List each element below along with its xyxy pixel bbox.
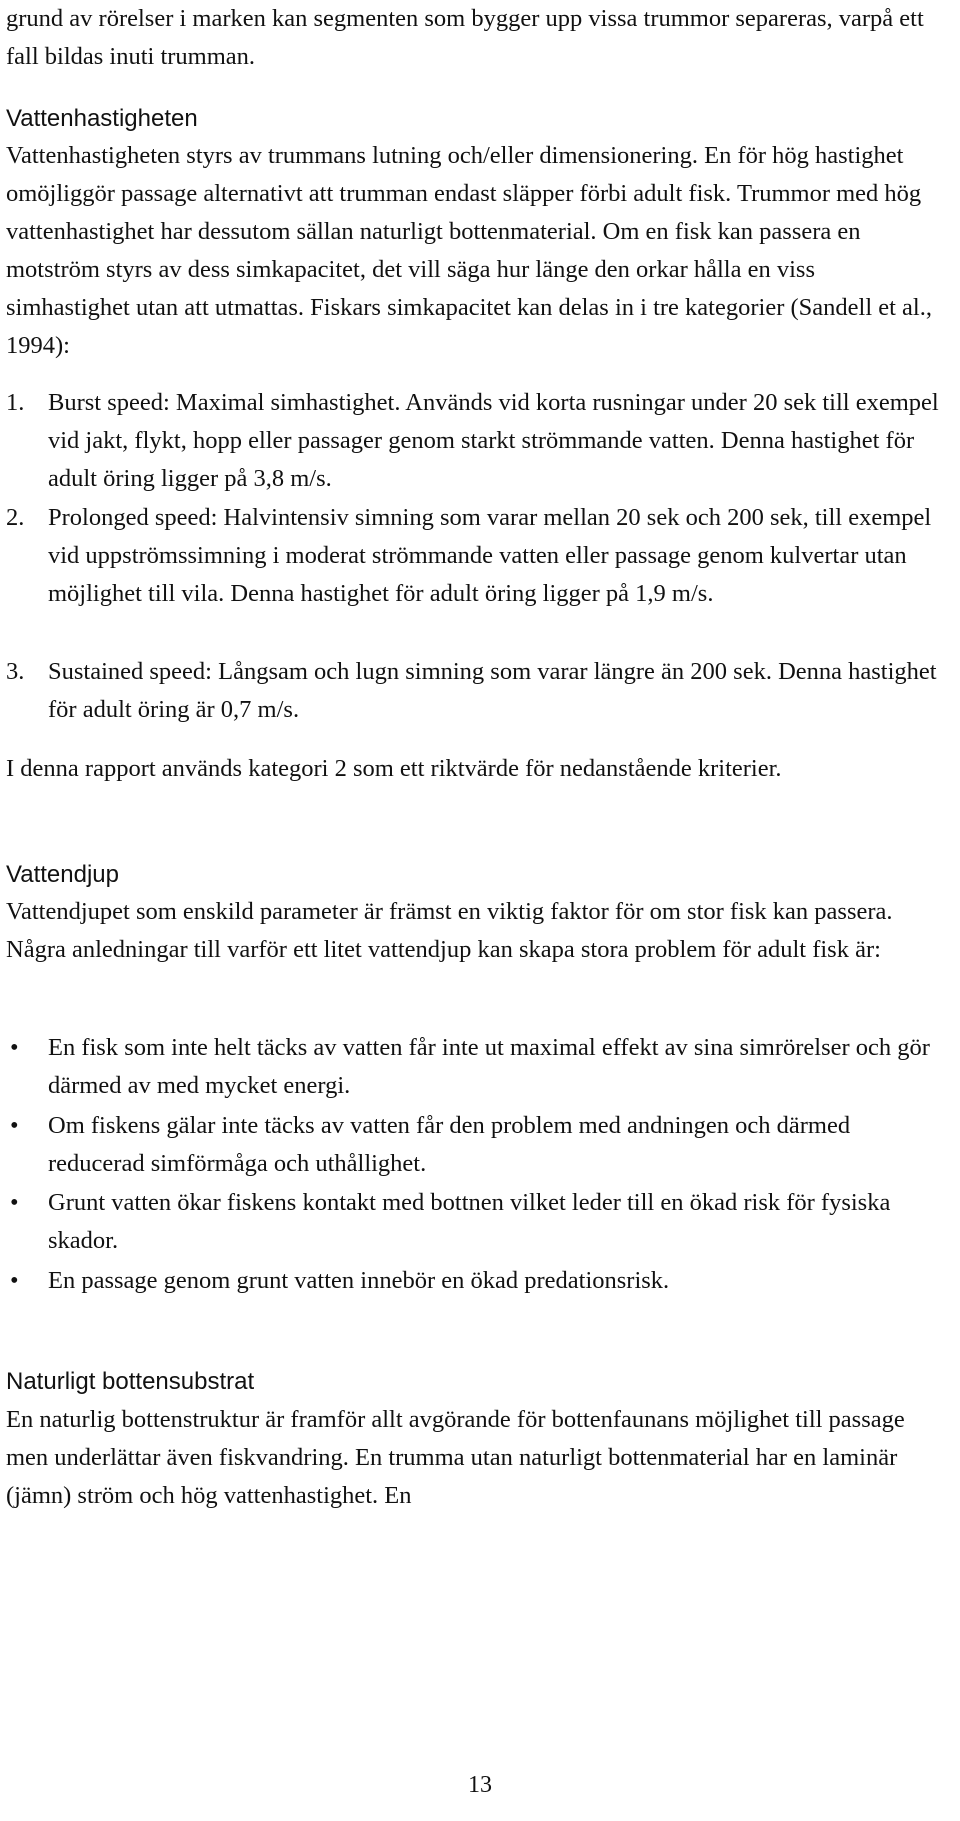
criteria-paragraph: I denna rapport används kategori 2 som ett riktvärde för nedanstående kriterier. (6, 755, 782, 782)
heading-vattenhastigheten: Vattenhastigheten (6, 105, 198, 132)
bullet-item-3 (6, 1184, 941, 1260)
bullet-item-2 (6, 1107, 941, 1183)
list-number: 3. (6, 658, 25, 685)
bullet-item-4 (6, 1262, 941, 1300)
bullet-text: En passage genom grunt vatten innebör en ökad predationsrisk. (48, 1267, 670, 1294)
page-number: 13 (468, 1772, 492, 1798)
bullet-item-1 (6, 1029, 941, 1105)
bottensubstrat-paragraph: En naturlig bottenstruktur är framför allt avgörande för bottenfaunans möjlighet till passage men underlättar även fiskvandring. En trumma utan naturligt bottenmaterial har en laminär (jämn) ström och hög vattenhastighet. En (6, 1406, 905, 1509)
vattenhastighet-paragraph: Vattenhastigheten styrs av trummans lutning och/eller dimensionering. En för hög hastighet omöjliggör passage alternativt att trumman endast släpper förbi adult fisk. Trummor med hög vattenhastighet har dessutom sällan naturligt bottenmaterial. Om en fisk kan passera en motström styrs av dess simkapacitet, det vill säga hur länge den orkar hålla en viss simhastighet utan att utmattas. Fiskars simkapacitet kan delas in i tre kategorier (Sandell et al., 1994): (6, 142, 932, 359)
bullet-icon: • (10, 1267, 19, 1294)
list-text: Burst speed: Maximal simhastighet. Används vid korta rusningar under 20 sek till exempel vid jakt, flykt, hopp eller passager genom starkt strömmande vatten. Denna hastighet för adult öring ligger på 3,8 m/s. (48, 389, 939, 492)
list-number: 1. (6, 389, 25, 416)
heading-naturligt-bottensubstrat: Naturligt bottensubstrat (6, 1368, 255, 1395)
bullet-icon: • (10, 1112, 19, 1139)
list-item-2 (6, 499, 941, 613)
list-item-1 (6, 384, 941, 498)
heading-vattendjup: Vattendjup (6, 861, 119, 888)
bullet-icon: • (10, 1189, 19, 1216)
vattendjup-paragraph: Vattendjupet som enskild parameter är främst en viktig faktor för om stor fisk kan passera. Några anledningar till varför ett litet vattendjup kan skapa stora problem för adult fisk är: (6, 898, 893, 963)
bullet-text: Grunt vatten ökar fiskens kontakt med bottnen vilket leder till en ökad risk för fysiska skador. (48, 1189, 891, 1254)
list-text: Sustained speed: Långsam och lugn simning som varar längre än 200 sek. Denna hastighet för adult öring är 0,7 m/s. (48, 658, 937, 723)
list-item-3 (6, 653, 941, 729)
bullet-text: En fisk som inte helt täcks av vatten får inte ut maximal effekt av sina simrörelser och gör därmed av med mycket energi. (48, 1034, 930, 1099)
intro-paragraph: grund av rörelser i marken kan segmenten som bygger upp vissa trummor separeras, varpå ett fall bildas inuti trumman. (6, 5, 924, 70)
list-number: 2. (6, 504, 25, 531)
bullet-text: Om fiskens gälar inte täcks av vatten får den problem med andningen och därmed reducerad simförmåga och uthållighet. (48, 1112, 851, 1177)
bullet-icon: • (10, 1034, 19, 1061)
list-text: Prolonged speed: Halvintensiv simning som varar mellan 20 sek och 200 sek, till exempel vid uppströmssimning i moderat strömmande vatten eller passage genom kulvertar utan möjlighet till vila. Denna hastighet för adult öring ligger på 1,9 m/s. (48, 504, 932, 607)
